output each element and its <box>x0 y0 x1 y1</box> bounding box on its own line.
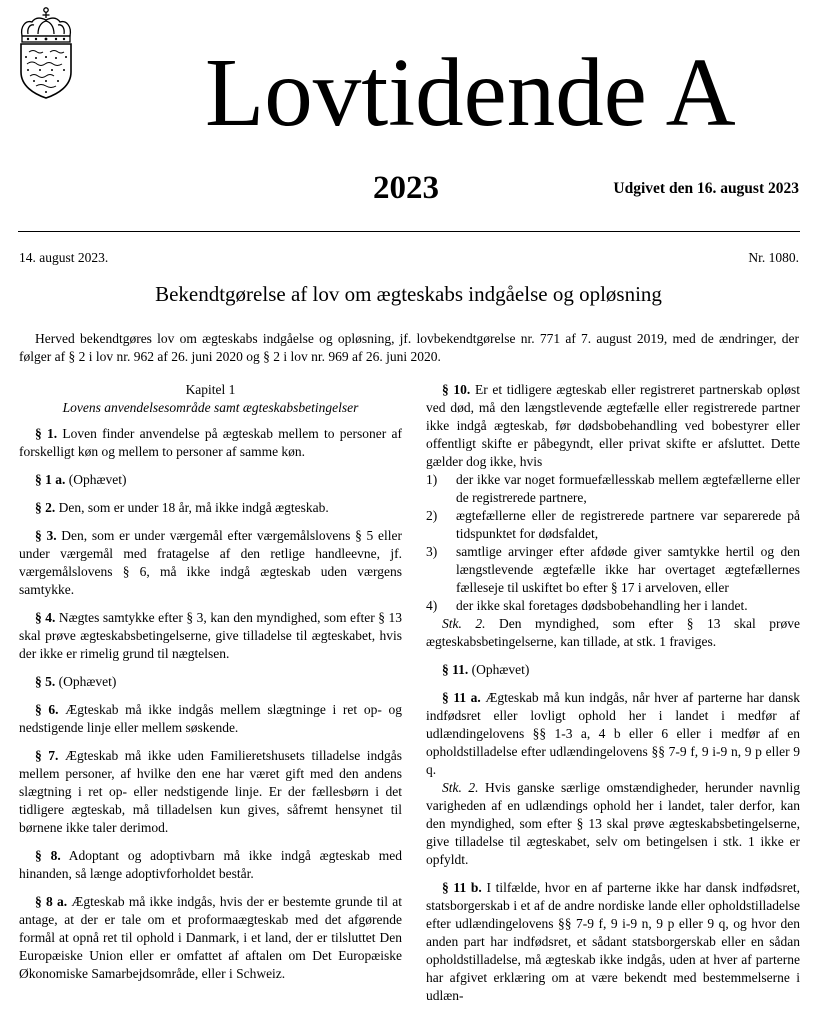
paragraph-text: Nægtes samtykke efter § 3, kan den myndighed, som efter § 13 skal prøve ægteskabsbetingelserne, give tilladelse til ægteskabet, hvis der ikke er rimelig grund til nægtelsen. <box>19 610 402 661</box>
list-item-text: ægtefællerne eller de registrerede partnere var separerede på tidspunktet for dødsfaldet, <box>456 508 800 541</box>
list-item-text: samtlige arvinger efter afdøde giver samtykke hertil og den længstlevende ægtefælle ikke har overtaget ægtefællernes fælleseje til uskiftet bo efter § 17 i arveloven, eller <box>456 544 800 595</box>
paragraph-number: § 8. <box>35 848 61 863</box>
list-item-number: 4) <box>426 598 438 613</box>
paragraph-text: I tilfælde, hvor en af parterne ikke har dansk indfødsret, statsborgerskab i et af de andre nordiske lande eller opholdstilladelse efter udlændingelovens §§ 7-9 f, 9 i-9 n, 9 p eller 9 q, og hvor den anden part har indfødsret, et sådant statsborgerskab eller en sådan opholdstilladelse, må ægteskab ikke indgås, uden at hver af parterne har afgivet erklæring om at være bekendt med bestemmelserne i udlæn- <box>426 880 800 1003</box>
document-date: 14. august 2023. <box>19 250 109 265</box>
paragraph-number: § 7. <box>35 748 59 763</box>
list-item-text: der ikke var noget formuefællesskab mellem ægtefællerne eller de registrerede partnere, <box>456 472 800 505</box>
paragraph-10-stk2 <box>426 615 800 651</box>
paragraph-number: § 11 b. <box>442 880 482 895</box>
list-item-number: 3) <box>426 544 438 559</box>
list-item-text: der ikke skal foretages dødsbobehandling her i landet. <box>456 598 748 613</box>
paragraph <box>19 471 402 489</box>
publication-date: Udgivet den 16. august 2023 <box>613 180 799 197</box>
paragraph-11b <box>426 879 800 1005</box>
paragraph <box>19 499 402 517</box>
paragraph-11a <box>426 689 800 779</box>
paragraph-text: Adoptant og adoptivbarn må ikke indgå ægteskab med hinanden, så længe adoptivforholdet består. <box>19 848 402 881</box>
paragraph-number: § 1 a. <box>35 472 66 487</box>
paragraph-number: § 5. <box>35 674 56 689</box>
paragraph-text: Ægteskab må ikke indgås, hvis der er bestemte grunde til at antage, at der er tale om et proformaægteskab med det afgørende formål at opnå ret til ophold i Danmark, i et land, der er tilsluttet Den Europæiske Union eller er omfattet af aftalen om Det Europæiske Økonomiske Samarbejdsområde, eller i Schweiz. <box>19 894 403 981</box>
list-item <box>426 597 800 615</box>
paragraph-number: § 8 a. <box>35 894 68 909</box>
paragraph-10 <box>426 381 800 471</box>
paragraph <box>19 673 402 691</box>
paragraph-text: (Ophævet) <box>468 662 530 677</box>
paragraph <box>19 701 402 737</box>
paragraph-number: § 2. <box>35 500 56 515</box>
paragraph-text: Ægteskab må kun indgås, når hver af parterne har dansk indfødsret eller lovligt ophold her i landet i medfør af udlændingelovens §§ 1-3 a, 4 b eller 6 eller i medfør af en opholdstilladelse efter udlændingelovens §§ 7-9 f, 9 i-9 n, 9 p eller 9 q. <box>426 690 800 777</box>
paragraph-number: § 11 a. <box>442 690 481 705</box>
paragraph <box>19 847 402 883</box>
right-column <box>426 381 800 1015</box>
paragraph-text: (Ophævet) <box>55 674 117 689</box>
paragraph-number: § 1. <box>35 426 58 441</box>
paragraph-text: Loven finder anvendelse på ægteskab mellem to personer af forskelligt køn og mellem to personer af samme køn. <box>19 426 402 459</box>
stk-label: Stk. 2. <box>442 780 479 795</box>
masthead-title: Lovtidende A <box>205 39 736 146</box>
paragraph-number: § 10. <box>442 382 471 397</box>
document-title: Bekendtgørelse af lov om ægteskabs indgåelse og opløsning <box>155 282 662 306</box>
paragraph <box>19 425 402 461</box>
intro-paragraph: Herved bekendtgøres lov om ægteskabs indgåelse og opløsning, jf. lovbekendtgørelse nr. 771 af 7. august 2019, med de ændringer, der følger af § 2 i lov nr. 962 af 26. juni 2020 og § 2 i lov nr. 969 af 26. juni 2020. <box>19 331 799 364</box>
stk-text: Den myndighed, som efter § 13 skal prøve ægteskabsbetingelserne, kan tillade, at stk. 1 fraviges. <box>426 616 800 649</box>
stk-text: Hvis ganske særlige omstændigheder, herunder navnlig varigheden af en udlændings ophold her i landet, taler derfor, kan den myndighed, som efter § 13 skal prøve ægteskabsbetingelserne, give tilladelse til ægteskabet, selv om betingelsen i stk. 1 ikke er opfyldt. <box>426 780 801 867</box>
paragraph <box>19 893 402 983</box>
chapter-subtitle: Lovens anvendelsesområde samt ægteskabsbetingelser <box>62 400 359 415</box>
stk-label: Stk. 2. <box>442 616 486 631</box>
paragraph-number: § 6. <box>35 702 59 717</box>
paragraph-text: Ægteskab må ikke indgås mellem slægtninge i ret op- og nedstigende linje eller mellem søskende. <box>19 702 403 735</box>
paragraph-number: § 4. <box>35 610 56 625</box>
coat-of-arms-icon <box>14 6 78 100</box>
left-column <box>19 381 402 993</box>
paragraph-11a-stk2 <box>426 779 800 869</box>
list-item <box>426 543 800 597</box>
paragraph-text: Den, som er under værgemål efter værgemålslovens § 5 eller under værgemål med fratagelse af den retlige handleevne, jf. værgemålslovens § 6, må ikke indgå ægteskab uden værgens samtykke. <box>19 528 402 597</box>
paragraph-11 <box>426 661 800 679</box>
list-item <box>426 471 800 507</box>
paragraph-text: (Ophævet) <box>65 472 127 487</box>
paragraph-number: § 11. <box>442 662 469 677</box>
paragraph-number: § 3. <box>35 528 57 543</box>
paragraph-text: Den, som er under 18 år, må ikke indgå ægteskab. <box>55 500 329 515</box>
chapter-label: Kapitel 1 <box>185 382 236 397</box>
paragraph <box>19 747 402 837</box>
publication-year: 2023 <box>373 170 439 206</box>
paragraph-text: Ægteskab må ikke uden Familieretshusets tilladelse indgås mellem personer, af hvilke den ene har været gift med den andens slægtning i ret op- eller nedstigende linje. Er der fællesbørn i det tidligere ægteskab, må tilladelsen kun gives, såfremt hensynet til børnene ikke taler derimod. <box>19 748 403 835</box>
list-item-number: 1) <box>426 472 438 487</box>
document-number: Nr. 1080. <box>748 250 799 265</box>
header-divider <box>18 231 800 232</box>
list-item-number: 2) <box>426 508 438 523</box>
paragraph-text: Er et tidligere ægteskab eller registreret partnerskab opløst ved død, må den længstlevende ægtefælle eller registrerede partner ikke indgå ægteskab, før dødsbobehandling ved bobestyrer eller offentligt skifte er påbegyndt, eller privat skifte er afsluttet. Dette gælder dog ikke, hvis <box>426 382 801 469</box>
paragraph <box>19 527 402 599</box>
paragraph <box>19 609 402 663</box>
list-item <box>426 507 800 543</box>
